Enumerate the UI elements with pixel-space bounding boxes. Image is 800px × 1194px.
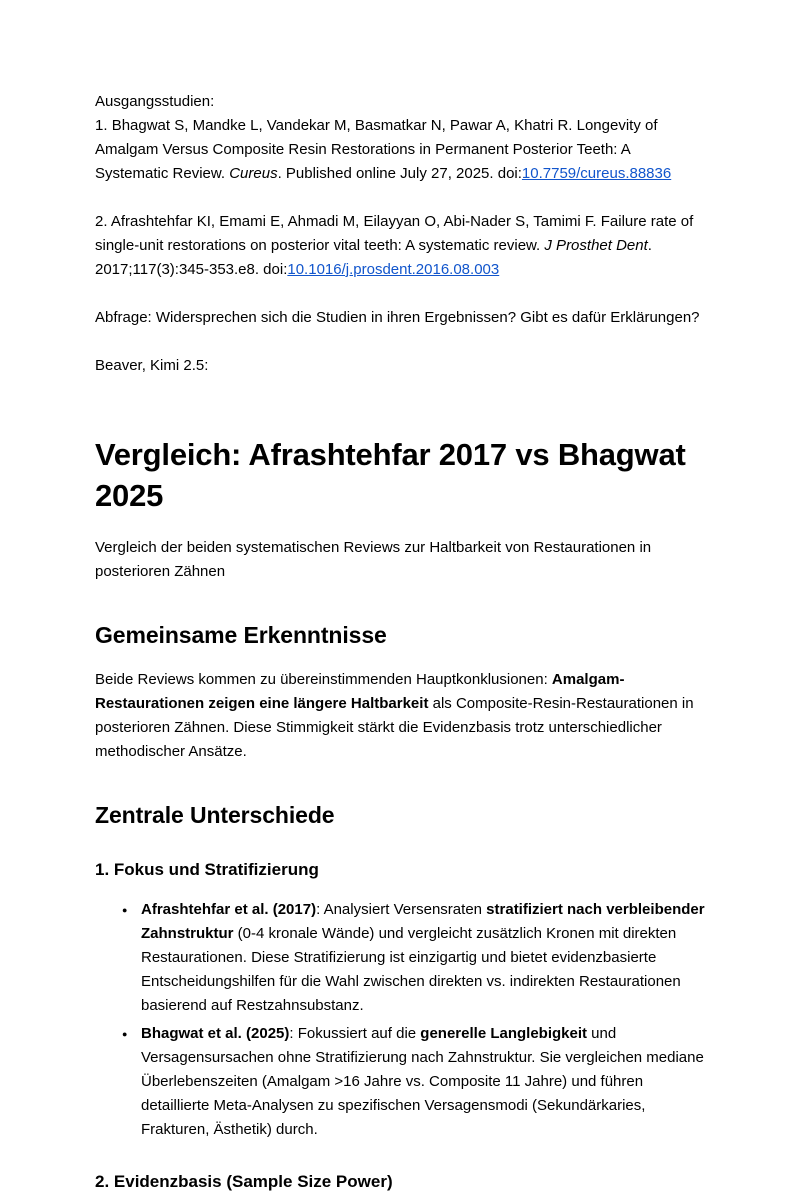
- list-item: [141, 1022, 707, 1142]
- citation-2: [95, 213, 693, 278]
- bullet-1-text-b: (0-4 kronale Wände) und vergleicht zusätzlich Kronen mit direkten Restaurationen. Diese Stratifizierung ist einzigartig und bietet evidenzbasierte Entscheidungshilfen für die Wahl zwischen direkten vs. indirekten Restaurationen basierend auf Restzahnsubstanz.: [141, 925, 681, 1014]
- list-item: [141, 898, 707, 1018]
- citation-2-doi-link[interactable]: 10.1016/j.prosdent.2016.08.003: [287, 261, 500, 278]
- citation-2-publication-info: . 2017;117(3):345-353.e8. doi:: [95, 237, 652, 278]
- common-findings-emphasis: Amalgam-Restaurationen zeigen eine längere Haltbarkeit: [95, 671, 625, 712]
- bullet-2-emphasis: generelle Langlebigkeit: [420, 1025, 588, 1042]
- citation-1: [95, 117, 671, 182]
- bullet-2-study-label: Bhagwat et al. (2025): [141, 1025, 290, 1042]
- citation-2-authors-title: Afrashtehfar KI, Emami E, Ahmadi M, Eilayyan O, Abi-Nader S, Tamimi F. Failure rate of single-unit restorations on posterior vital teeth: A systematic review.: [95, 213, 694, 254]
- section-heading-key-differences: Zentrale Unterschiede: [95, 802, 335, 828]
- common-findings-paragraph: [95, 668, 707, 764]
- citation-2-journal: J Prosthet Dent: [544, 237, 648, 254]
- citation-2-number: 2.: [95, 213, 108, 230]
- key-differences-list: [95, 898, 707, 1142]
- responder-label: Beaver, Kimi 2.5:: [95, 357, 209, 374]
- subsection-heading-focus-stratification: 1. Fokus und Stratifizierung: [95, 860, 319, 879]
- citation-2-block: [95, 210, 707, 282]
- common-findings-text-2: als Composite-Resin-Restaurationen in posterioren Zähnen. Diese Stimmigkeit stärkt die Evidenzbasis trotz unterschiedlicher methodischer Ansätze.: [95, 695, 694, 760]
- subsection-heading-evidence-base: 2. Evidenzbasis (Sample Size Power): [95, 1172, 393, 1191]
- citation-1-authors-title: Bhagwat S, Mandke L, Vandekar M, Basmatkar N, Pawar A, Khatri R. Longevity of Amalgam Versus Composite Resin Restorations in Permanent Posterior Teeth: A Systematic Review.: [95, 117, 658, 182]
- common-findings-text-1: Beide Reviews kommen zu übereinstimmenden Hauptkonklusionen:: [95, 671, 552, 688]
- bullet-2-text-a: : Fokussiert auf die: [289, 1025, 421, 1042]
- bullet-1-emphasis: stratifiziert nach verbleibender Zahnstruktur: [141, 901, 705, 942]
- bullet-2-text-b: und Versagensursachen ohne Stratifizierung nach Zahnstruktur. Sie vergleichen mediane Überlebenszeiten (Amalgam >16 Jahre vs. Composite 11 Jahre) und führen detaillierte Meta-Analysen zu spezifischen Versagensmodi (Sekundärkaries, Frakturen, Ästhetik) durch.: [141, 1025, 704, 1138]
- citation-1-doi-link[interactable]: 10.7759/cureus.88836: [521, 165, 672, 182]
- page-title: Vergleich: Afrashtehfar 2017 vs Bhagwat 2025: [95, 437, 686, 513]
- bullet-1-study-label: Afrashtehfar et al. (2017): [141, 901, 317, 918]
- source-studies-block: [95, 90, 707, 186]
- bullet-1-text-a: : Analysiert Versensraten: [316, 901, 487, 918]
- document-content: [95, 90, 707, 1194]
- source-studies-label: Ausgangsstudien:: [95, 93, 215, 110]
- section-heading-common-findings: Gemeinsame Erkenntnisse: [95, 622, 387, 648]
- page-subtitle: Vergleich der beiden systematischen Reviews zur Haltbarkeit von Restaurationen in posterioren Zähnen: [95, 539, 652, 580]
- query-block: Abfrage: Widersprechen sich die Studien in ihren Ergebnissen? Gibt es dafür Erklärungen?: [95, 309, 700, 326]
- citation-1-number: 1.: [95, 117, 108, 134]
- citation-1-publication-info: . Published online July 27, 2025. doi:: [277, 165, 522, 182]
- citation-1-journal: Cureus: [229, 165, 278, 182]
